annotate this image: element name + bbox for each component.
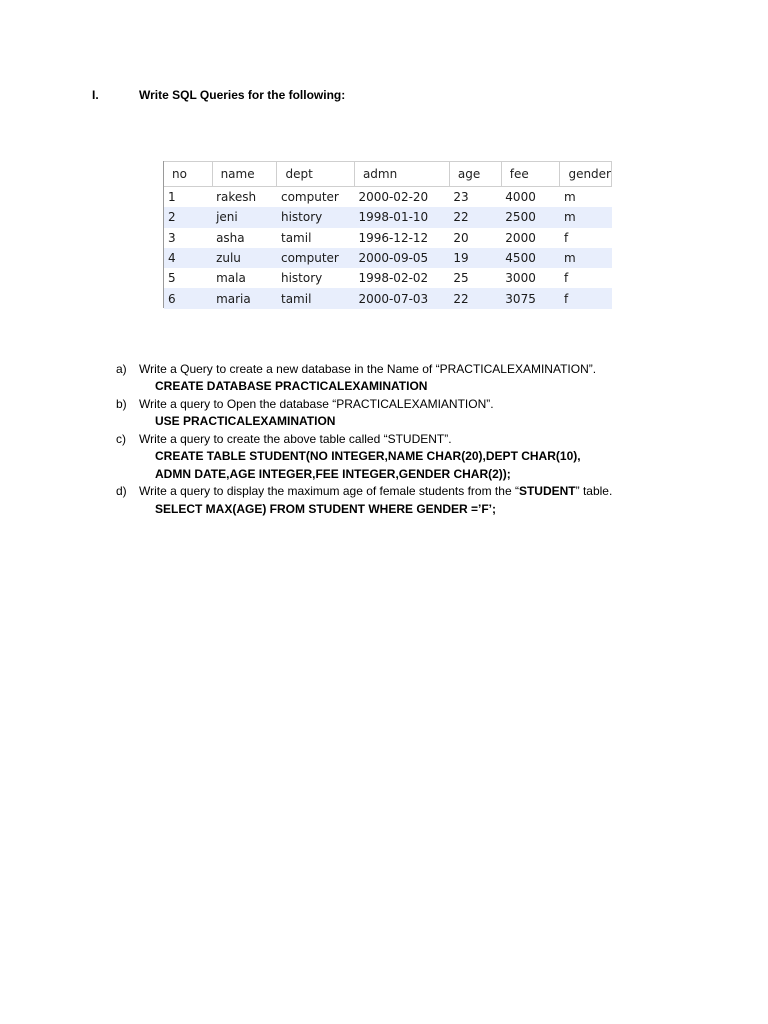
table-cell: history <box>280 271 323 286</box>
table-cell: m <box>563 190 576 205</box>
table-cell: 2000-02-20 <box>358 190 429 205</box>
table-cell: 1996-12-12 <box>358 230 429 245</box>
table-header-row <box>164 162 612 187</box>
table-cell: 3075 <box>501 288 560 308</box>
question-label: a) <box>116 362 127 376</box>
question-label: b) <box>116 397 127 411</box>
table-cell: 22 <box>449 207 501 227</box>
table-cell: 2 <box>164 207 212 227</box>
table-cell: f <box>563 271 569 286</box>
answer-d: SELECT MAX(AGE) FROM STUDENT WHERE GENDER =’F’; <box>155 502 497 516</box>
answer-a: CREATE DATABASE PRACTICALEXAMINATION <box>155 379 428 393</box>
table-cell: 23 <box>453 190 469 205</box>
table-cell: 4 <box>164 248 212 268</box>
table-cell: history <box>277 207 354 227</box>
table-cell: f <box>560 288 612 308</box>
table-cell: 19 <box>449 248 501 268</box>
column-header: admn <box>354 162 449 187</box>
student-table <box>164 161 612 309</box>
column-header: no <box>164 162 212 187</box>
table-cell: computer <box>280 190 339 205</box>
table-row <box>164 248 612 268</box>
table-cell: tamil <box>280 230 312 245</box>
table-cell: f <box>563 230 569 245</box>
table-row <box>164 207 612 227</box>
student-table-image <box>163 161 612 308</box>
table-row <box>164 187 612 208</box>
table-cell: 1 <box>168 190 176 205</box>
question-text: Write a Query to create a new database in the Name of “PRACTICALEXAMINATION”. <box>139 362 597 376</box>
table-cell: 22 <box>449 288 501 308</box>
table-row <box>164 268 612 288</box>
table-cell: 3000 <box>505 271 536 286</box>
table-cell: 2500 <box>501 207 560 227</box>
column-header: gender <box>560 162 612 187</box>
table-cell: 4500 <box>501 248 560 268</box>
column-header: name <box>212 162 277 187</box>
table-cell: 25 <box>453 271 469 286</box>
table-cell: computer <box>277 248 354 268</box>
table-cell: maria <box>212 288 277 308</box>
table-cell: zulu <box>212 248 277 268</box>
column-header: fee <box>501 162 560 187</box>
table-row <box>164 228 612 248</box>
table-cell: 3 <box>168 230 176 245</box>
table-cell: 1998-02-02 <box>358 271 429 286</box>
table-cell: 5 <box>168 271 176 286</box>
table-cell: 1998-01-10 <box>354 207 449 227</box>
question-text-table-name: STUDENT <box>518 484 576 498</box>
table-cell: m <box>560 207 612 227</box>
table-cell: 2000-09-05 <box>354 248 449 268</box>
table-cell: 4000 <box>505 190 536 205</box>
table-cell: 20 <box>453 230 469 245</box>
table-cell: mala <box>216 271 246 286</box>
table-cell: tamil <box>277 288 354 308</box>
question-label: d) <box>116 484 127 498</box>
question-text <box>139 484 612 498</box>
column-header: age <box>449 162 501 187</box>
table-cell: asha <box>216 230 245 245</box>
table-cell: 2000-07-03 <box>354 288 449 308</box>
section-title: Write SQL Queries for the following: <box>139 88 346 102</box>
question-text-end: ” table. <box>575 484 613 498</box>
answer-c-line-2: ADMN DATE,AGE INTEGER,FEE INTEGER,GENDER CHAR(2)); <box>155 467 511 481</box>
table-cell: 2000 <box>505 230 536 245</box>
table-cell: m <box>560 248 612 268</box>
section-number: I. <box>92 88 99 102</box>
question-text: Write a query to create the above table called “STUDENT”. <box>139 432 452 446</box>
question-text-start: Write a query to display the maximum age of female students from the “ <box>139 484 519 498</box>
table-row <box>164 288 612 308</box>
table-cell: jeni <box>212 207 277 227</box>
column-header: dept <box>277 162 354 187</box>
table-cell: 6 <box>164 288 212 308</box>
answer-b: USE PRACTICALEXAMINATION <box>155 414 336 428</box>
question-text: Write a query to Open the database “PRACTICALEXAMIANTION”. <box>139 397 494 411</box>
question-label: c) <box>116 432 126 446</box>
answer-c-line-1: CREATE TABLE STUDENT(NO INTEGER,NAME CHAR(20),DEPT CHAR(10), <box>155 449 581 463</box>
table-cell: rakesh <box>216 190 257 205</box>
